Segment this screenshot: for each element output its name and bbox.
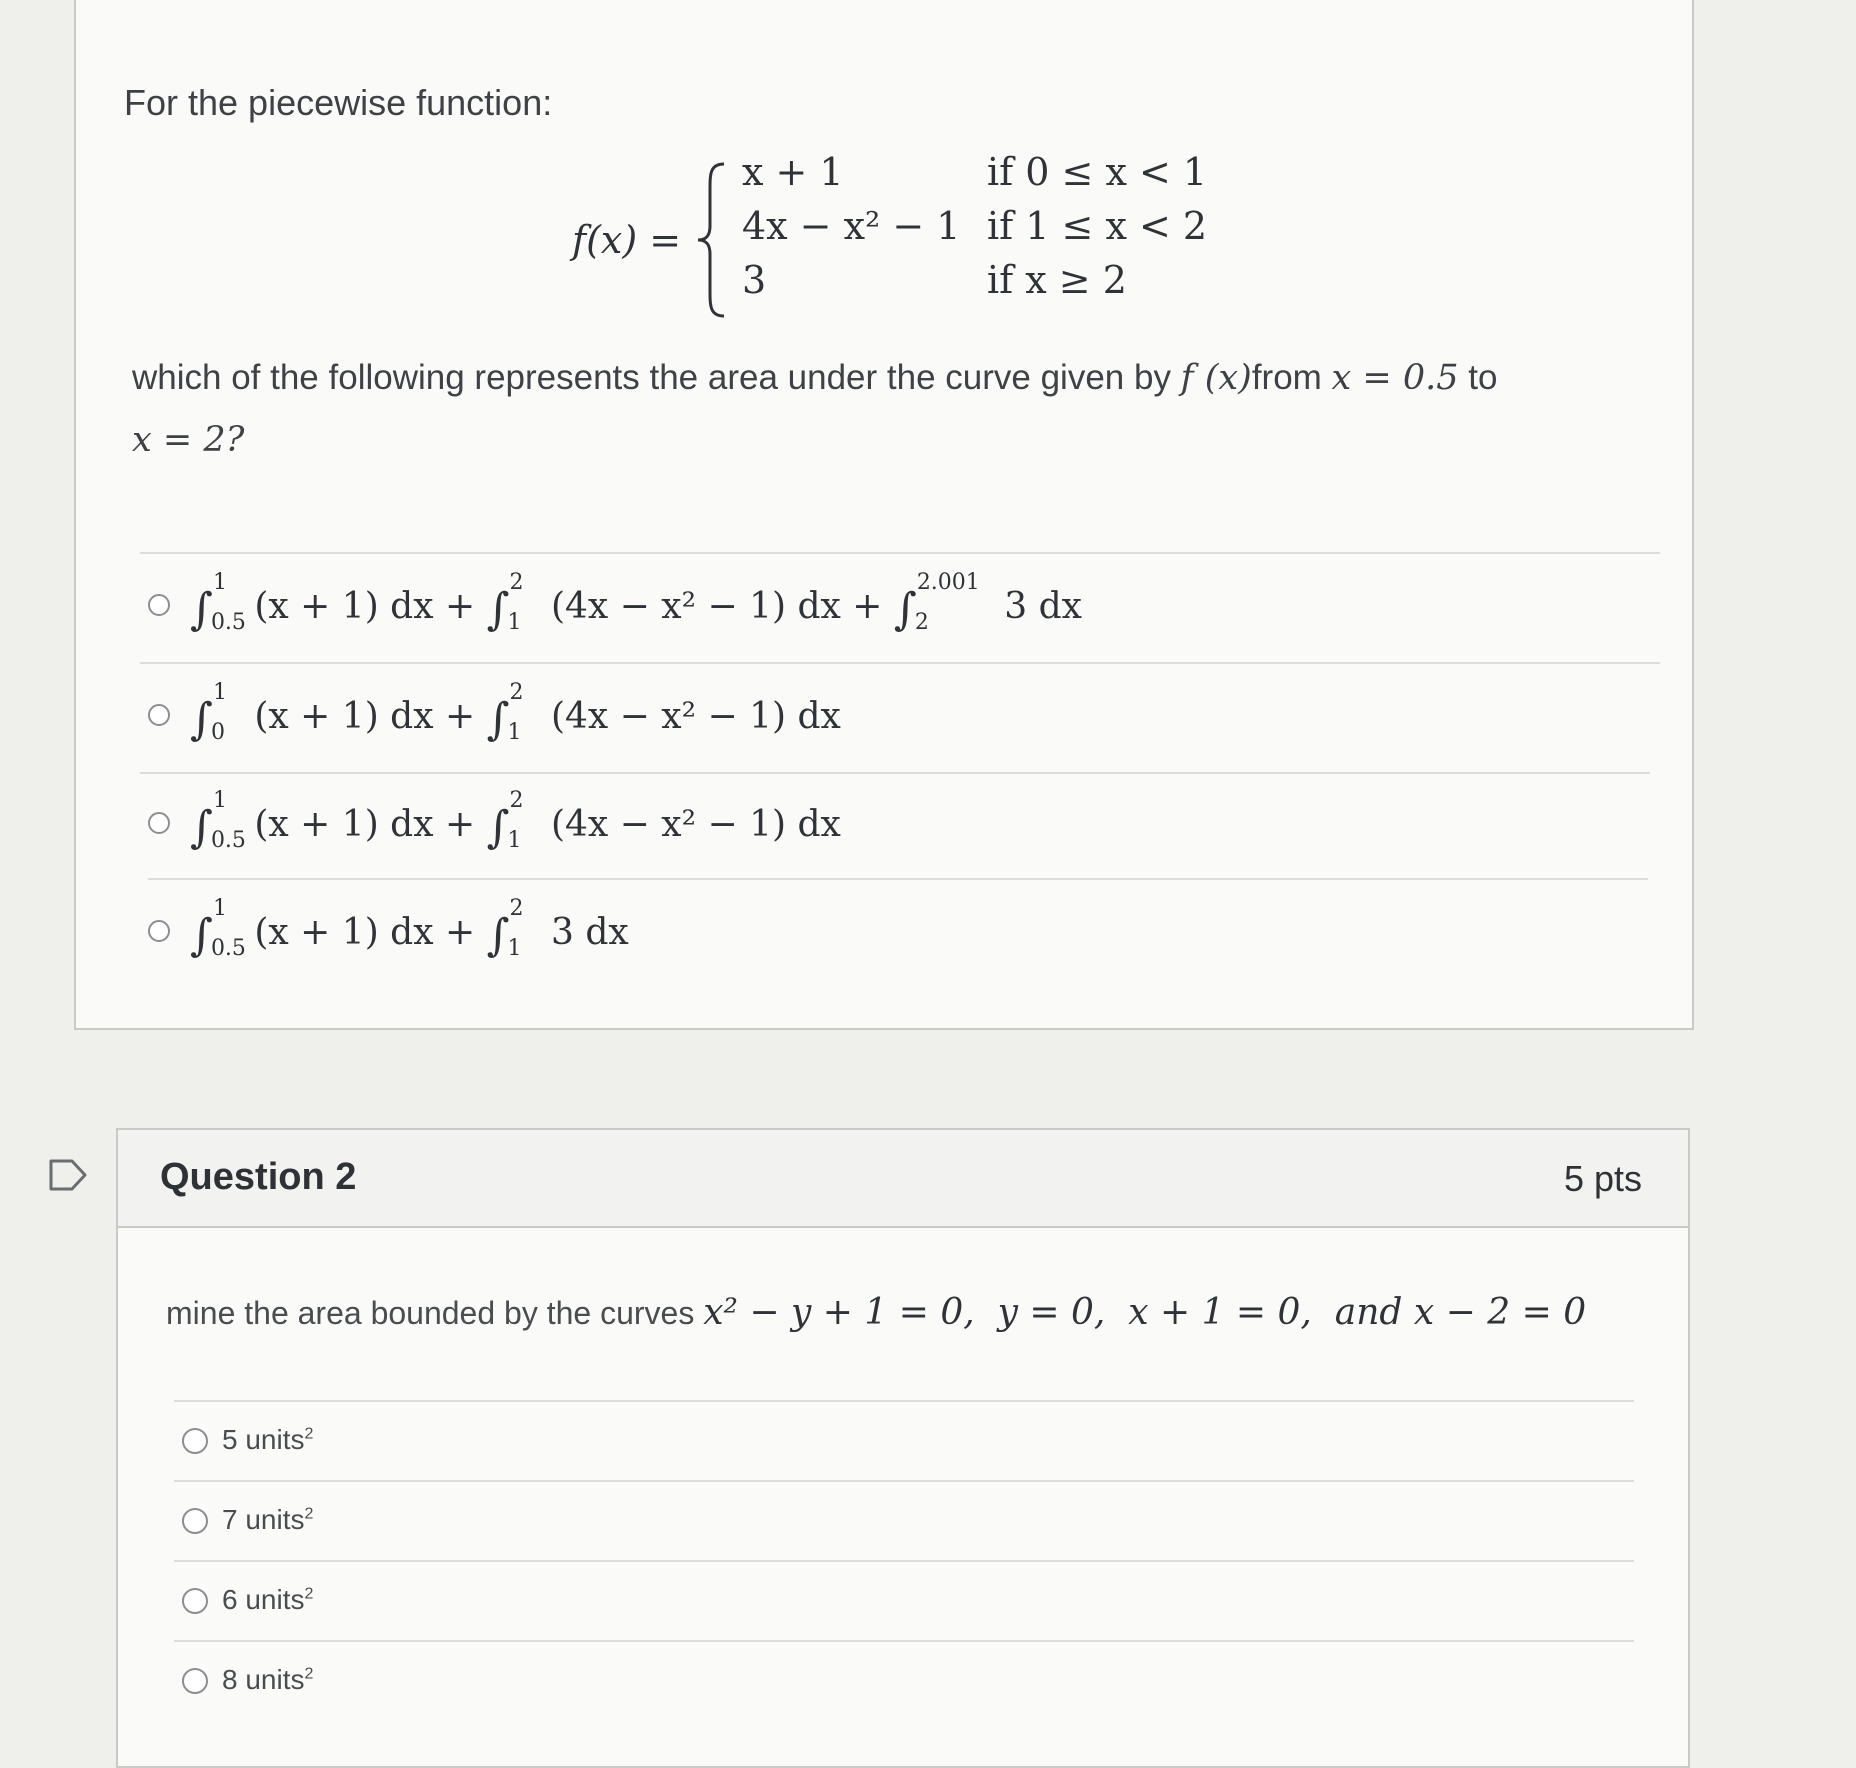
option-3-math: ∫ 1 0.5 (x + 1) dx + ∫ 2 1 (4x − x² − 1) dx: [190, 788, 841, 853]
radio-button[interactable]: [148, 812, 170, 834]
question-2-card: [116, 1128, 1690, 1768]
divider: [148, 878, 1648, 880]
piece-cond-2: if 1 ≤ x < 2: [987, 204, 1208, 248]
prompt-text: which of the following represents the area under the curve given by: [132, 358, 1181, 397]
question-2-title: Question 2: [160, 1156, 357, 1198]
prompt-from: from: [1251, 358, 1332, 397]
answer-option-7-units[interactable]: [182, 1494, 582, 1554]
divider: [174, 1640, 1634, 1642]
divider: [140, 662, 1660, 664]
question-2-header: [118, 1130, 1688, 1228]
prompt-equations: x² − y + 1 = 0, y = 0, x + 1 = 0, and x − 2 = 0: [703, 1292, 1587, 1333]
answer-option-3[interactable]: [148, 788, 1548, 868]
piece-cond-3: if x ≥ 2: [987, 258, 1127, 302]
radio-button[interactable]: [182, 1668, 208, 1694]
question-1-prompt: [132, 358, 1497, 398]
radio-button[interactable]: [148, 704, 170, 726]
piece-expr-3: 3: [742, 258, 767, 302]
radio-button[interactable]: [148, 594, 170, 616]
divider: [174, 1480, 1634, 1482]
option-label: 6 units$^2$: [222, 1584, 314, 1615]
question-2-points: 5 pts: [1563, 1158, 1642, 1199]
option-1-math: ∫ 1 0.5 (x + 1) dx + ∫ 2 1 (4x − x² − 1) dx + ∫ 2.001 2 3 dx: [190, 570, 1082, 635]
answer-option-5-units[interactable]: [182, 1414, 582, 1474]
option-label: 8 units$^2$: [222, 1664, 314, 1695]
prompt-x-start: x = 0.5: [1331, 358, 1459, 398]
piecewise-function: [572, 150, 1332, 330]
answer-option-1[interactable]: [148, 570, 1548, 650]
piece-expr-1: x + 1: [742, 150, 844, 194]
prompt-fx: f (x): [1180, 358, 1252, 398]
radio-button[interactable]: [182, 1588, 208, 1614]
piece-expr-2: 4x − x² − 1: [742, 204, 961, 248]
radio-button[interactable]: [148, 920, 170, 942]
divider: [140, 772, 1650, 774]
option-2-math: ∫ 1 0 (x + 1) dx + ∫ 2 1 (4x − x² − 1) dx: [190, 680, 841, 745]
question-2-prompt: [166, 1292, 1586, 1333]
question-1-card: [74, 0, 1694, 1030]
radio-button[interactable]: [182, 1428, 208, 1454]
answer-option-4[interactable]: [148, 896, 1548, 976]
divider: [140, 552, 1660, 554]
answer-option-6-units[interactable]: [182, 1574, 582, 1634]
question-1-intro: For the piecewise function:: [124, 82, 553, 123]
left-brace-icon: [692, 160, 732, 320]
prompt-text: mine the area bounded by the curves: [166, 1295, 704, 1331]
function-lhs: f(x) =: [572, 218, 682, 262]
prompt-x-end: x = 2?: [132, 420, 245, 460]
flag-question-icon[interactable]: [48, 1158, 88, 1192]
radio-button[interactable]: [182, 1508, 208, 1534]
divider: [174, 1400, 1634, 1402]
answer-option-2[interactable]: [148, 680, 1548, 760]
prompt-to: to: [1458, 358, 1498, 397]
answer-option-8-units[interactable]: [182, 1654, 582, 1714]
option-4-math: ∫ 1 0.5 (x + 1) dx + ∫ 2 1 3 dx: [190, 896, 629, 961]
piece-cond-1: if 0 ≤ x < 1: [987, 150, 1208, 194]
option-label: 7 units$^2$: [222, 1504, 314, 1535]
divider: [174, 1560, 1634, 1562]
option-label: 5 units$^2$: [222, 1424, 314, 1455]
